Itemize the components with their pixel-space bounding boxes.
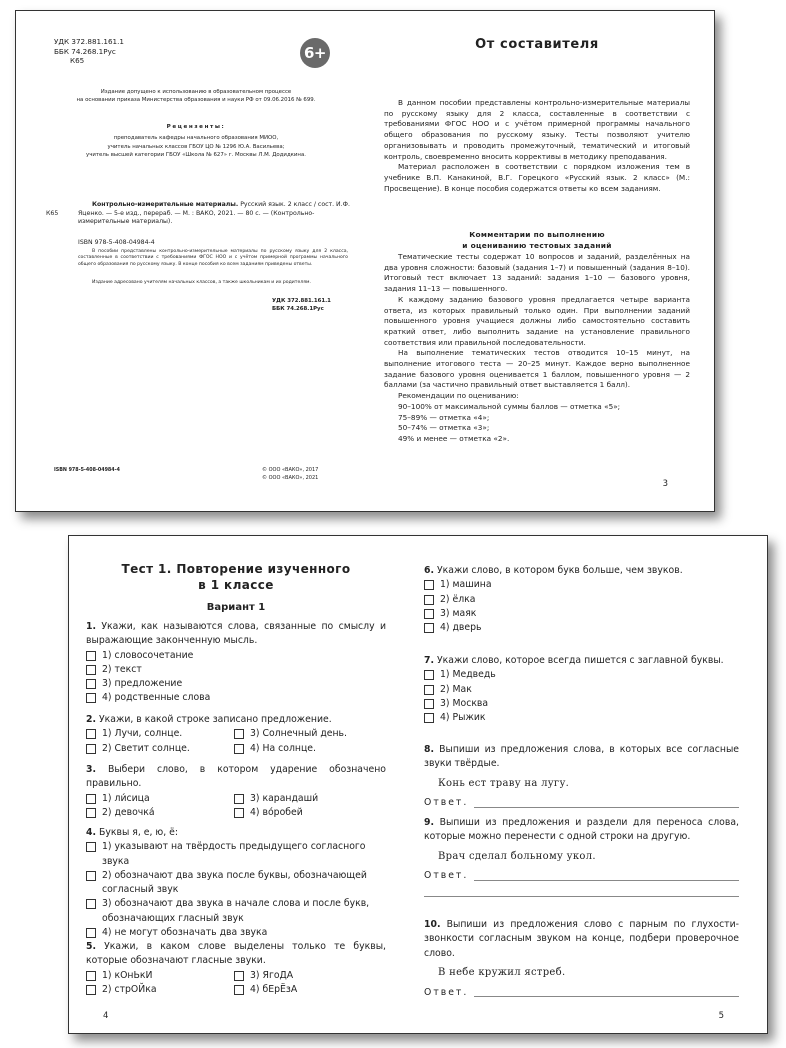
question-number: 3. [86,764,97,775]
answer-option[interactable] [86,969,234,983]
example-sentence: В небе кружил ястреб. [438,966,566,978]
option-label: 3) маяк [440,607,477,619]
option-label: 4) дверь [440,622,482,634]
question-number: 4. [86,827,97,838]
checkbox[interactable] [234,985,244,995]
reviewers-list [46,134,346,160]
option-label: 1) машина [440,579,492,591]
answer-option[interactable] [86,727,234,741]
answer-option[interactable] [234,742,384,756]
paragraph: На выполнение тематических тестов отводится 10–15 минут, на выполнение итогового теста — 20–25 минут. Каждое верно выполненное задание базового уровня оценивается 1 баллом, повышенного уровня — 2 баллами (за частично правильный ответ выставляется 1 балл). [384,348,690,390]
answer-option[interactable] [86,792,234,806]
grading-intro: Рекомендации по оцениванию: [398,391,519,401]
bibliographic-record [46,201,356,227]
test-page-5 [424,536,739,1033]
answer-option[interactable] [234,806,384,820]
author-mark: К65 [70,56,85,66]
checkbox[interactable] [424,609,434,619]
answer-option[interactable] [234,983,384,997]
comments-subheading [384,230,690,251]
foreword-intro [384,98,690,194]
checkbox[interactable] [86,971,96,981]
isbn-footer: ISBN 978-5-408-04984-4 [54,468,120,473]
question-text: Выпиши из предложения слова, в которых все согласные звуки твёрдые. [424,744,739,770]
question-text: Укажи, в какой строке записано предложение. [96,714,332,725]
answer-label: Ответ. [424,797,469,809]
subheading-line: и оцениванию тестовых заданий [462,240,612,250]
option-label: 2) Мак [440,683,472,695]
answer-option[interactable] [424,683,739,697]
checkbox[interactable] [86,744,96,754]
question-number: 7. [424,655,435,666]
grading-item: 90–100% от максимальной суммы баллов — отметка «5»; [398,401,621,411]
grading-item: 50–74% — отметка «3»; [398,423,490,433]
option-label: 3) обозначают два звука в начале слова и после букв, обозначающих гласный звук [102,898,370,924]
question-number: 9. [424,817,435,828]
question-8 [424,743,739,811]
option-label: 4) На солнце. [250,742,316,754]
answer-input-line-2[interactable] [424,884,739,897]
question-text: Выпиши из предложения и раздели для переноса слова, которые можно перенести с одной строки на другую. [424,817,739,843]
option-label: 1) указывают на твёрдость предыдущего согласного звука [102,841,366,867]
option-label: 4) Рыжик [440,712,486,724]
checkbox[interactable] [424,699,434,709]
option-label: 3) Солнечный день. [250,728,347,740]
answer-field[interactable] [424,867,739,884]
option-label: 2) Светит солнце. [102,742,190,754]
checkbox[interactable] [86,693,96,703]
option-label: 1) ли́сица [102,792,150,804]
answer-option[interactable] [86,926,386,940]
paragraph: В данном пособии представлены контрольно-измерительные материалы по русскому языку для 2 класса, составленные в соответствии с требованиями ФГОС НОО и с учётом примерной программы начального общего образования по русскому языку. Тесты позволяют учителю организовывать и проводить промежуточный, тематический и итоговый контроль, своевременно вносить коррективы в методику преподавания. [384,98,690,161]
option-label: 4) во́робей [250,806,303,818]
classification-codes [54,37,124,66]
answer-option[interactable] [86,840,386,869]
paragraph: Материал расположен в соответствии с порядком изложения тем в учебнике В.П. Канакиной, В.Г. Горецкого «Русский язык. 2 класс» (М.: Просвещение). В конце пособия содержатся ответы ко всем заданиям. [384,162,690,193]
option-label: 1) Лучи, солнце. [102,728,183,740]
checkbox[interactable] [424,713,434,723]
question-1 [86,620,386,706]
answer-option[interactable] [86,983,234,997]
option-label: 2) девочка́ [102,806,155,818]
grading-recommendations [384,391,690,445]
checkbox[interactable] [86,651,96,661]
question-3 [86,763,386,820]
checkbox[interactable] [424,595,434,605]
question-text: Выпиши из предложения слово с парным по глухости-звонкости согласным звуком на конце, подбери проверочное слово. [424,919,739,959]
option-label: 2) обозначают два звука после буквы, обозначающей согласный звук [102,869,367,896]
checkbox[interactable] [424,580,434,590]
question-number: 8. [424,744,435,755]
answer-input-line[interactable] [474,807,739,808]
comments-body [384,252,690,445]
audience-note: Издание адресовано учителям начальных классов, а также школьникам и их родителям. [92,280,311,285]
answer-option[interactable] [424,621,739,635]
question-5 [86,940,386,997]
test-title [86,561,386,593]
option-label: 3) карандаши́ [250,792,319,804]
biblio-author-mark: К65 [46,209,59,217]
answer-option[interactable] [86,649,386,663]
checkbox[interactable] [234,729,244,739]
answer-input-line[interactable] [474,880,739,881]
checkbox[interactable] [234,808,244,818]
option-label: 1) словосочетание [102,649,194,661]
answer-input-line[interactable] [474,996,739,997]
paragraph: К каждому заданию базового уровня предлагается четыре варианта ответа, из которых правильный только один. При выполнении заданий повышенного уровня учащиеся должны либо самостоятельно составить краткий ответ, либо выполнить задание на установление правильного соответствия или правильной последовательности. [384,294,690,347]
book-spread-pages-4-5 [68,535,768,1034]
answer-label: Ответ. [424,870,469,882]
answer-field[interactable] [424,794,739,811]
option-label: 3) Москва [440,697,489,709]
udk-code: УДК 372.881.161.1 [54,37,124,46]
answer-option[interactable] [234,969,384,983]
answer-option[interactable] [86,806,234,820]
classification-codes-right [272,298,331,313]
grading-item: 49% и менее — отметка «2». [398,433,510,443]
option-label: 4) не могут обозначать два звука [102,927,268,939]
option-label: 3) предложение [102,678,183,690]
question-text: Укажи, как называются слова, связанные по смыслу и выражающие законченную мысль. [86,621,386,647]
page-number: 3 [662,479,668,489]
page-number: 4 [103,1011,109,1021]
answer-option[interactable] [86,677,386,691]
answer-label: Ответ. [424,986,469,998]
variant-label: Вариант 1 [206,602,266,613]
checkbox[interactable] [86,871,96,881]
subheading-line: Комментарии по выполнению [469,230,605,239]
question-6 [424,564,739,635]
checkbox[interactable] [234,971,244,981]
question-text: Укажи слово, которое всегда пишется с заглавной буквы. [434,655,724,666]
option-label: 1) Медведь [440,669,496,681]
bbk-code: ББК 74.268.1Рус [54,46,116,56]
copyright-line: © ООО «ВАКО», 2021 [262,475,319,481]
test-page-4 [86,536,386,1033]
answer-option[interactable] [86,869,386,898]
age-rating-badge: 6+ [300,38,330,68]
copyright-notices [262,466,318,482]
reviewer-line: учитель начальных классов ГБОУ ЦО № 1296 Ю.А. Васильева; [107,143,285,150]
title-line: Тест 1. Повторение изученного [121,562,351,576]
question-2 [86,713,386,756]
option-label: 3) ЯгоДА [250,969,294,981]
option-label: 2) ёлка [440,593,476,605]
checkbox[interactable] [424,623,434,633]
answer-option[interactable] [86,663,386,677]
question-4 [86,826,386,940]
question-number: 2. [86,714,97,725]
checkbox[interactable] [234,794,244,804]
answer-option[interactable] [424,697,739,711]
biblio-title: Контрольно-измерительные материалы. [92,201,239,208]
option-label: 2) текст [102,663,142,675]
example-sentence: Конь ест траву на лугу. [438,777,570,789]
checkbox[interactable] [86,899,96,909]
grading-item: 75–89% — отметка «4»; [398,412,490,422]
approval-line: на основании приказа Министерства образования и науки РФ от 09.06.2016 № 699. [76,97,316,103]
answer-option[interactable] [86,691,386,705]
copyright-line: © ООО «ВАКО», 2017 [262,467,319,473]
answer-option[interactable] [86,742,234,756]
option-label: 4) бЕрЁзА [250,983,298,995]
paragraph: Тематические тесты содержат 10 вопросов и заданий, разделённых на два уровня сложности: базовый (задания 1–7) и повышенный (задания 8–10). Итоговый тест включает 13 заданий: задания 1–10 — базового уровня, задания 11–13 — повышенного. [384,252,690,294]
reviewer-line: преподаватель кафедры начального образования МИОО, [113,135,279,141]
bbk-code: ББК 74.268.1Рус [272,305,324,312]
reviewer-line: учитель высшей категории ГБОУ «Школа № 627» г. Москвы Л.М. Додидкина. [86,152,306,159]
question-9 [424,816,739,897]
biblio-details: Русский язык. 2 класс / сост. И.Ф. Яценко. — 5-е изд., перераб. — М. : ВАКО, 2021. — 80 с. — (Контрольно-измерительные материалы). [78,201,350,226]
answer-option[interactable] [86,897,386,926]
question-7 [424,654,739,725]
checkbox[interactable] [424,685,434,695]
foreword-page [384,11,690,511]
answer-option[interactable] [234,792,384,806]
reviewers-heading: Рецензенты: [166,124,226,130]
udk-code: УДК 372.881.161.1 [272,298,331,304]
question-number: 10. [424,919,441,930]
approval-notice [46,88,346,104]
page-number: 5 [718,1011,724,1021]
answer-option[interactable] [424,607,739,621]
example-sentence: Врач сделал больному укол. [438,850,596,862]
question-10 [424,918,739,1000]
isbn: ISBN 978-5-408-04984-4 [78,239,155,246]
answer-option[interactable] [424,593,739,607]
question-text: Буквы я, е, ю, ё: [96,827,178,838]
title-line: в 1 классе [198,578,274,592]
question-text: Укажи слово, в котором букв больше, чем звуков. [434,565,683,576]
foreword-title: От составителя [475,37,599,52]
option-label: 4) родственные слова [102,692,211,704]
checkbox[interactable] [86,808,96,818]
answer-option[interactable] [424,668,739,682]
checkbox[interactable] [86,842,96,852]
answer-option[interactable] [424,578,739,592]
checkbox[interactable] [86,679,96,689]
question-number: 5. [86,941,97,952]
book-spread-pages-2-3 [15,10,715,512]
question-number: 6. [424,565,435,576]
question-text: Выбери слово, в котором ударение обозначено правильно. [86,764,386,790]
checkbox[interactable] [86,729,96,739]
option-label: 1) кОнЬкИ [102,969,153,981]
checkbox[interactable] [424,670,434,680]
option-label: 2) стрОЙка [102,983,157,995]
checkbox[interactable] [86,985,96,995]
question-text: Укажи, в каком слове выделены только те буквы, которые обозначают гласные звуки. [86,941,386,967]
answer-option[interactable] [234,727,384,741]
checkbox[interactable] [234,744,244,754]
checkbox[interactable] [86,928,96,938]
answer-option[interactable] [424,711,739,725]
imprint-page [16,11,366,511]
question-number: 1. [86,621,97,632]
approval-line: Издание допущено к использованию в образовательном процессе [100,89,292,95]
checkbox[interactable] [86,794,96,804]
answer-field[interactable] [424,983,739,1000]
checkbox[interactable] [86,665,96,675]
annotation: В пособии представлены контрольно-измерительные материалы по русскому языку для 2 класса, составленные в соответствии с требованиями ФГОС НОО и с учётом примерной программы начального общего образования по русскому языку. В конце пособия ко всем заданиям приведены ответы. [78,249,348,267]
